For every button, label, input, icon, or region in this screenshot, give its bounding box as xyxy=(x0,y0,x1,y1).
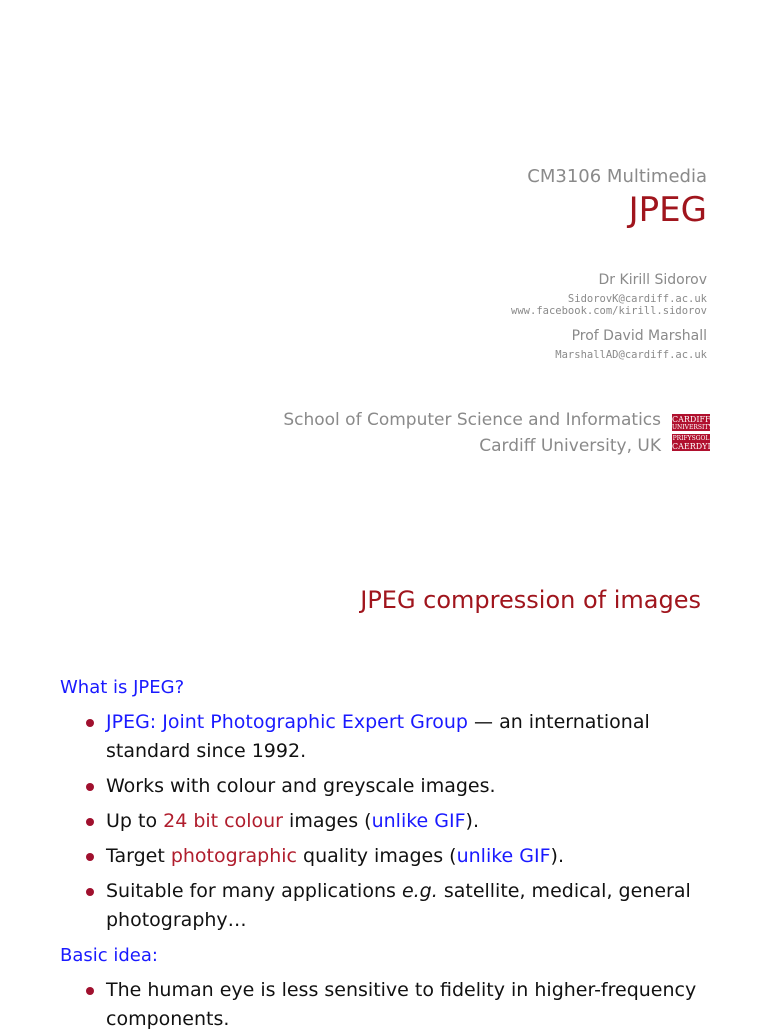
bullet-dot xyxy=(86,888,94,896)
school-name: School of Computer Science and Informatics xyxy=(283,410,661,430)
bullet-dot xyxy=(86,818,94,826)
list-item: The human eye is less sensitive to fidelity in higher-frequency components. xyxy=(86,976,706,1034)
section-heading-basic-idea: Basic idea: xyxy=(60,945,158,966)
unlike-gif-link[interactable]: unlike GIF xyxy=(371,810,466,832)
bullet-dot xyxy=(86,987,94,995)
author-name: Prof David Marshall xyxy=(571,328,707,344)
slide-title-jpeg: JPEG xyxy=(628,190,707,230)
bullet-dot xyxy=(86,783,94,791)
author-facebook-link[interactable]: www.facebook.com/kirill.sidorov xyxy=(511,305,707,317)
university-name: Cardiff University, UK xyxy=(479,436,661,456)
list-item: Target photographic quality images (unlike GIF). xyxy=(86,842,706,871)
author-name: Dr Kirill Sidorov xyxy=(598,272,707,288)
author-email[interactable]: MarshallAD@cardiff.ac.uk xyxy=(555,349,707,361)
bullet-dot xyxy=(86,719,94,727)
jpeg-link[interactable]: JPEG: Joint Photographic Expert Group xyxy=(106,711,468,733)
bullet-dot xyxy=(86,853,94,861)
section-heading-what-is-jpeg: What is JPEG? xyxy=(60,677,185,698)
list-item: Suitable for many applications e.g. satellite, medical, general photography… xyxy=(86,877,706,935)
cardiff-university-logo: CARDIFF UNIVERSITY xyxy=(672,415,713,431)
highlight-text: 24 bit colour xyxy=(163,810,283,832)
list-item: JPEG: Joint Photographic Expert Group — an international standard since 1992. xyxy=(86,708,706,766)
author-email[interactable]: SidorovK@cardiff.ac.uk xyxy=(567,293,707,305)
prifysgol-caerdydd-logo: PRIFYSGOL CAERDYD xyxy=(672,435,714,451)
list-item: Works with colour and greyscale images. xyxy=(86,772,706,801)
unlike-gif-link[interactable]: unlike GIF xyxy=(456,845,551,867)
list-item: Up to 24 bit colour images (unlike GIF). xyxy=(86,807,706,836)
course-name: CM3106 Multimedia xyxy=(527,166,707,187)
slide-heading: JPEG compression of images xyxy=(360,586,701,614)
highlight-text: photographic xyxy=(170,845,297,867)
